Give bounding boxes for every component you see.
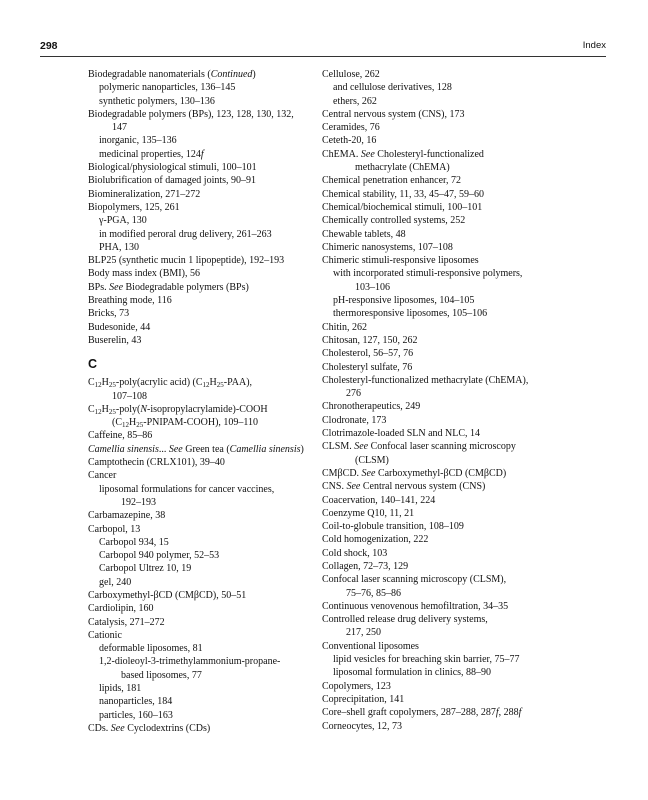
index-entry-continuation: 276 <box>346 388 361 400</box>
index-subentry: pH-responsive liposomes, 104–105 <box>333 295 475 307</box>
index-entry: Central nervous system (CNS), 173 <box>322 108 465 120</box>
index-entry-continuation: 192–193 <box>121 496 156 508</box>
index-entry: Controlled release drug delivery systems, <box>322 614 488 626</box>
index-entry: Continuous venovenous hemofiltration, 34–35 <box>322 600 509 612</box>
index-subentry: liposomal formulation in clinics, 88–90 <box>333 667 492 679</box>
index-entry: Carboxymethyl-βCD (CMβCD), 50–51 <box>88 589 247 601</box>
index-entry: CDs. See Cyclodextrins (CDs) <box>88 722 211 734</box>
index-entry: Copolymers, 123 <box>322 680 391 692</box>
index-entry: Chronotherapeutics, 249 <box>322 401 421 413</box>
index-entry: Core–shell graft copolymers, 287–288, 287f, 288f <box>322 707 522 719</box>
index-entry: Coil-to-globule transition, 108–109 <box>322 521 464 533</box>
index-entry: BLP25 (synthetic mucin 1 lipopeptide), 192–193 <box>88 255 285 267</box>
index-entry: Carbopol, 13 <box>88 523 141 535</box>
index-subentry: deformable liposomes, 81 <box>99 643 203 655</box>
index-entry: Chewable tablets, 48 <box>322 228 406 240</box>
index-entry: Cold homogenization, 222 <box>322 534 429 546</box>
index-entry: Bricks, 73 <box>88 308 130 320</box>
index-subentry: medicinal properties, 124f <box>99 148 204 160</box>
index-entry: Chitosan, 127, 150, 262 <box>322 334 418 346</box>
index-subentry: Carbopol 934, 15 <box>99 536 169 548</box>
index-entry: Cholesterol, 56–57, 76 <box>322 348 414 360</box>
index-entry: Clotrimazole-loaded SLN and NLC, 14 <box>322 428 481 440</box>
page-number: 298 <box>40 40 58 52</box>
index-subentry: nanoparticles, 184 <box>99 696 173 708</box>
running-head: Index <box>582 40 606 51</box>
index-subentry: inorganic, 135–136 <box>99 135 177 147</box>
index-entry: Biological/physiological stimuli, 100–101 <box>88 162 257 174</box>
index-entry: Coacervation, 140–141, 224 <box>322 494 436 506</box>
index-entry: Biomineralization, 271–272 <box>88 188 201 200</box>
index-subentry: Carbopol Ultrez 10, 19 <box>99 563 192 575</box>
index-entry: Chemical stability, 11, 33, 45–47, 59–60 <box>322 188 485 200</box>
page-header <box>40 40 606 54</box>
index-subentry: synthetic polymers, 130–136 <box>99 95 215 107</box>
index-entry: Camellia sinensis... See Green tea (Camellia sinensis) <box>88 443 304 455</box>
index-entry: Body mass index (BMI), 56 <box>88 268 200 280</box>
section-letter: C <box>88 357 98 372</box>
index-column-right <box>322 68 562 733</box>
index-entry: BPs. See Biodegradable polymers (BPs) <box>88 281 249 293</box>
index-entry: Clodronate, 173 <box>322 414 387 426</box>
index-entry: Biodegradable polymers (BPs), 123, 128, 130, 132, <box>88 108 294 120</box>
index-entry: Chitin, 262 <box>322 321 368 333</box>
index-entry: Caffeine, 85–86 <box>88 430 153 442</box>
index-entry: Cationic <box>88 629 122 641</box>
index-entry: Conventional liposomes <box>322 640 419 652</box>
index-entry: CMβCD. See Carboxymethyl-βCD (CMβCD) <box>322 467 507 479</box>
index-entry: Cholesteryl-functionalized methacrylate (ChEMA), <box>322 374 529 386</box>
index-entry: Chimeric nanosystems, 107–108 <box>322 241 453 253</box>
index-subentry: PHA, 130 <box>99 241 140 253</box>
index-entry: Camptothecin (CRLX101), 39–40 <box>88 457 225 469</box>
index-entry: Ceteth-20, 16 <box>322 135 377 147</box>
index-entry: Corneocytes, 12, 73 <box>322 720 402 732</box>
index-entry: Biolubrification of damaged joints, 90–91 <box>88 175 257 187</box>
index-entry: Cardiolipin, 160 <box>88 603 154 615</box>
index-column-left <box>88 68 312 735</box>
index-entry: Cellulose, 262 <box>322 69 380 80</box>
index-entry: Chimeric stimuli-responsive liposomes <box>322 255 479 267</box>
index-entry: $C_{12}H_{25}-poly(N-isopropylacrylamide)$-COOH <box>88 403 268 416</box>
index-entry: Biopolymers, 125, 261 <box>88 201 180 213</box>
index-entry: Coenzyme Q10, 11, 21 <box>322 507 415 519</box>
index-entry-continuation: (CLSM) <box>355 454 389 466</box>
index-entry: Carbamazepine, 38 <box>88 510 166 522</box>
index-entry-continuation: 75–76, 85–86 <box>346 587 401 599</box>
index-entry-continuation: 107–108 <box>112 390 147 402</box>
index-entry: Cancer <box>88 470 117 482</box>
index-entry: ChEMA. See Cholesteryl-functionalized <box>322 148 484 160</box>
index-entry: Confocal laser scanning microscopy (CLSM), <box>322 574 507 586</box>
index-subentry: in modified peroral drug delivery, 261–263 <box>99 228 272 240</box>
index-subentry: 1,2-dioleoyl-3-trimethylammonium-propane- <box>99 656 281 668</box>
index-entry-continuation: $(C_{12}H_{25}-PNIPAM-COOH)$, 109–110 <box>112 417 259 430</box>
index-subentry: polymeric nanoparticles, 136–145 <box>99 82 236 94</box>
index-subentry: liposomal formulations for cancer vaccines, <box>99 483 275 495</box>
index-entry: Chemical/biochemical stimuli, 100–101 <box>322 201 483 213</box>
index-entry: $C_{12}H_{25}-poly(acrylic$ acid) $(C_{12}H_{25}-PAA)$, <box>88 377 253 390</box>
index-entry-continuation: 103–106 <box>355 281 390 293</box>
index-subentry: Carbopol 940 polymer, 52–53 <box>99 550 220 562</box>
index-entry-continuation: 217, 250 <box>346 627 381 639</box>
index-entry: Catalysis, 271–272 <box>88 616 165 628</box>
index-entry: Collagen, 72–73, 129 <box>322 560 409 572</box>
index-entry: Cholesteryl sulfate, 76 <box>322 361 413 373</box>
index-entry: Chemical penetration enhancer, 72 <box>322 175 461 187</box>
index-subentry: gel, 240 <box>99 576 132 588</box>
index-entry: Cold shock, 103 <box>322 547 388 559</box>
index-entry-continuation: 147 <box>112 122 127 134</box>
index-subentry: ethers, 262 <box>333 95 377 107</box>
index-subentry: thermoresponsive liposomes, 105–106 <box>333 308 488 320</box>
header-rule <box>40 56 606 57</box>
index-entry: Chemically controlled systems, 252 <box>322 215 466 227</box>
index-subentry: lipids, 181 <box>99 683 142 695</box>
index-entry-continuation: based liposomes, 77 <box>121 669 202 681</box>
index-entry: Ceramides, 76 <box>322 122 380 134</box>
index-subentry: and cellulose derivatives, 128 <box>333 82 452 94</box>
index-subentry: with incorporated stimuli-responsive polymers, <box>333 268 523 280</box>
index-entry: CLSM. See Confocal laser scanning microscopy <box>322 441 516 453</box>
index-entry: Biodegradable nanomaterials (Continued) <box>88 69 256 80</box>
index-entry: Budesonide, 44 <box>88 321 151 333</box>
index-entry: Coprecipitation, 141 <box>322 693 405 705</box>
index-entry: Breathing mode, 116 <box>88 295 172 307</box>
index-entry-continuation: methacrylate (ChEMA) <box>355 162 450 174</box>
index-entry: Buserelin, 43 <box>88 334 142 346</box>
index-subentry: γ-PGA, 130 <box>99 215 147 227</box>
index-entry: CNS. See Central nervous system (CNS) <box>322 481 486 493</box>
index-subentry: lipid vesicles for breaching skin barrier, 75–77 <box>333 654 520 666</box>
index-subentry: particles, 160–163 <box>99 709 173 721</box>
